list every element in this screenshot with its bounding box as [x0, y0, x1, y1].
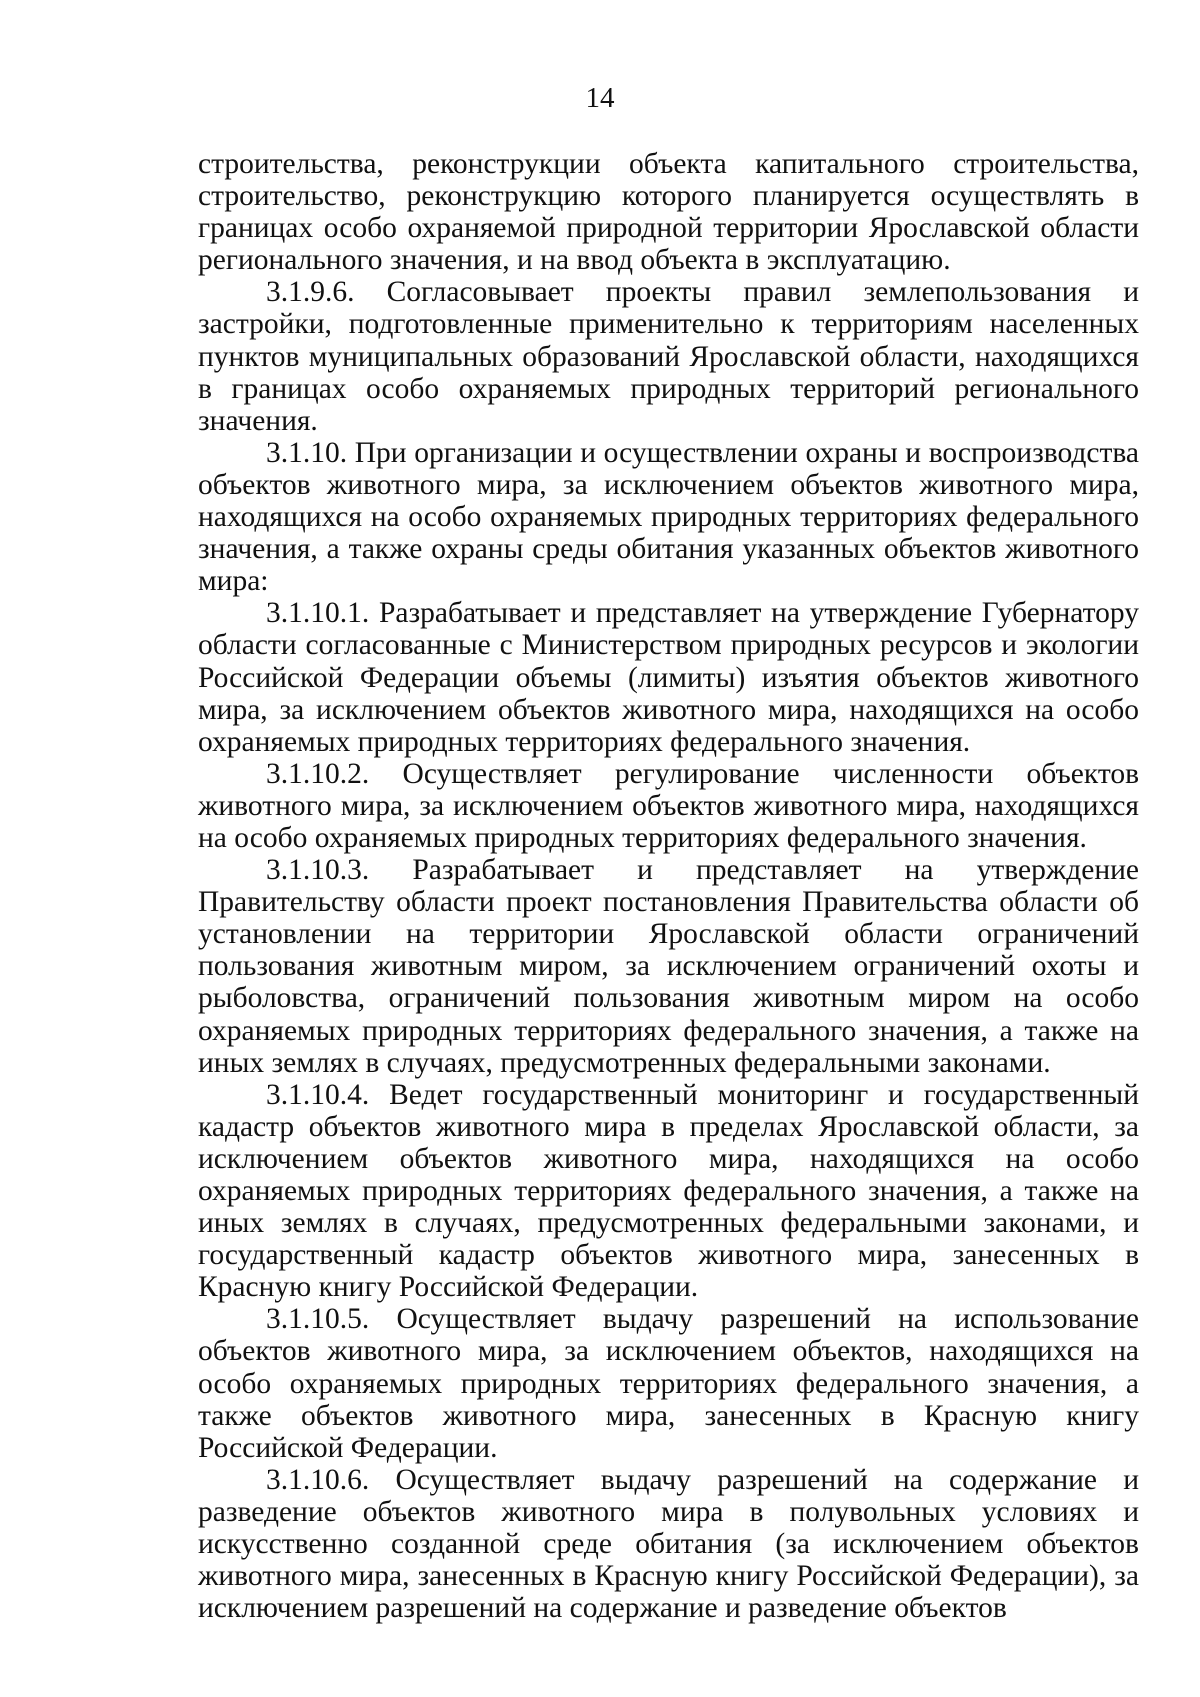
paragraph-3-1-9-6: 3.1.9.6. Согласовывает проекты правил землепользования и застройки, подготовленные применительно к территориям населенных пунктов муниципальных образований Ярославской области, находящихся в границах особо охраняемых природных территорий регионального значения.	[198, 276, 1139, 437]
document-body	[198, 148, 1139, 1624]
paragraph-3-1-10: 3.1.10. При организации и осуществлении охраны и воспроизводства объектов животного мира, за исключением объектов животного мира, находящихся на особо охраняемых природных территориях федерального значения, а также охраны среды обитания указанных объектов животного мира:	[198, 436, 1139, 598]
paragraph-3-1-10-4: 3.1.10.4. Ведет государственный мониторинг и государственный кадастр объектов животного мира в пределах Ярославской области, за исключением объектов животного мира, находящихся на особо охраняемых природных территориях федерального значения, а также на иных землях в случаях, предусмотренных федеральными законами, и государственный кадастр объектов животного мира, занесенных в Красную книгу Российской Федерации.	[198, 1078, 1139, 1304]
paragraph-3-1-10-6: 3.1.10.6. Осуществляет выдачу разрешений на содержание и разведение объектов животного мира в полувольных условиях и искусственно созданной среде обитания (за исключением объектов животного мира, занесенных в Красную книгу Российской Федерации), за исключением разрешений на содержание и разведение объектов	[198, 1463, 1139, 1625]
paragraph-3-1-10-1: 3.1.10.1. Разрабатывает и представляет на утверждение Губернатору области согласованные с Министерством природных ресурсов и экологии Российской Федерации объемы (лимиты) изъятия объектов животного мира, за исключением объектов животного мира, находящихся на особо охраняемых природных территориях федерального значения.	[198, 597, 1139, 758]
paragraph-3-1-10-5: 3.1.10.5. Осуществляет выдачу разрешений на использование объектов животного мира, за исключением объектов, находящихся на особо охраняемых природных территориях федерального значения, а также объектов животного мира, занесенных в Красную книгу Российской Федерации.	[198, 1303, 1139, 1464]
paragraph-3-1-10-2: 3.1.10.2. Осуществляет регулирование численности объектов животного мира, за исключением объектов животного мира, находящихся на особо охраняемых природных территориях федерального значения.	[198, 757, 1139, 854]
paragraph-3-1-10-3: 3.1.10.3. Разрабатывает и представляет на утверждение Правительству области проект постановления Правительства области об установлении на территории Ярославской области ограничений пользования животным миром, за исключением ограничений охоты и рыболовства, ограничений пользования животным миром на особо охраняемых природных территориях федерального значения, а также на иных землях в случаях, предусмотренных федеральными законами.	[198, 854, 1139, 1079]
paragraph-continuation: строительства, реконструкции объекта капитального строительства, строительство, реконструкцию которого планируется осуществлять в границах особо охраняемой природной территории Ярославской области регионального значения, и на ввод объекта в эксплуатацию.	[198, 148, 1139, 277]
page-number: 14	[585, 82, 615, 114]
